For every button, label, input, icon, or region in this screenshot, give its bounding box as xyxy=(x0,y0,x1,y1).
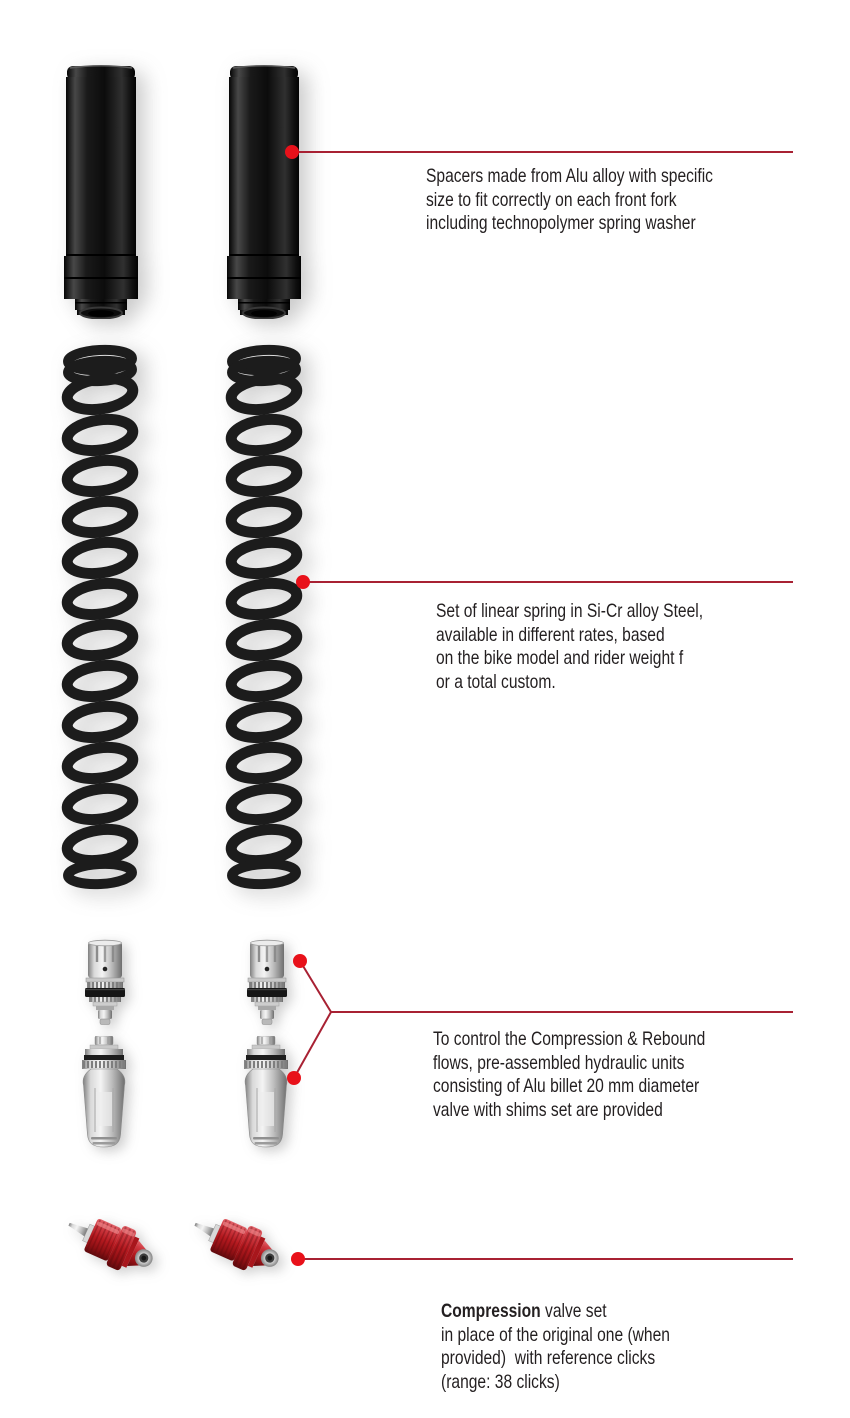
note-line: To control the Compression & Rebound xyxy=(433,1028,706,1050)
note-line: provided) with reference clicks xyxy=(441,1347,656,1369)
callout-spacers xyxy=(285,145,793,159)
springs-note xyxy=(436,600,703,694)
note-line: including technopolymer spring washer xyxy=(426,212,696,234)
hydraulic-unit-lower-image-left xyxy=(80,1036,128,1150)
note-line: size to fit correctly on each front fork xyxy=(426,188,677,211)
note-line: (range: 38 clicks) xyxy=(441,1370,560,1393)
hydraulic-unit-upper-image-right xyxy=(245,938,289,1026)
compression-valve-image-left xyxy=(62,1206,158,1280)
note-line: on the bike model and rider weight f xyxy=(436,647,684,669)
hydraulic-units-note xyxy=(433,1028,705,1122)
note-line: available in different rates, based xyxy=(436,623,665,646)
fork-spacer-image-right xyxy=(224,64,304,319)
compression-valve-image-right xyxy=(188,1206,284,1280)
note-line: in place of the original one (when xyxy=(441,1323,670,1346)
callout-springs xyxy=(296,575,793,589)
note-line: valve with shims set are provided xyxy=(433,1098,663,1121)
hydraulic-unit-lower-image-right xyxy=(242,1036,290,1150)
note-bold-lead: Compression xyxy=(441,1300,541,1322)
callout-dot xyxy=(291,1252,305,1266)
note-line: Set of linear spring in Si-Cr alloy Steel, xyxy=(436,600,704,622)
note-line: or a total custom. xyxy=(436,670,556,693)
note-line: Spacers made from Alu alloy with specific xyxy=(426,165,713,187)
fork-spring-image-right xyxy=(220,344,308,892)
callout-compression-valves xyxy=(291,1252,793,1266)
note-lead-rest: valve set xyxy=(540,1300,607,1322)
note-line: consisting of Alu billet 20 mm diameter xyxy=(433,1075,700,1097)
hydraulic-unit-upper-image-left xyxy=(83,938,127,1026)
spacers-note xyxy=(426,165,713,236)
note-line: flows, pre-assembled hydraulic units xyxy=(433,1051,685,1074)
fork-spacer-image-left xyxy=(61,64,141,319)
callout-dot xyxy=(293,954,307,968)
compression-valves-note xyxy=(441,1300,670,1394)
note-line xyxy=(441,1300,670,1324)
fork-spring-image-left xyxy=(56,344,144,892)
